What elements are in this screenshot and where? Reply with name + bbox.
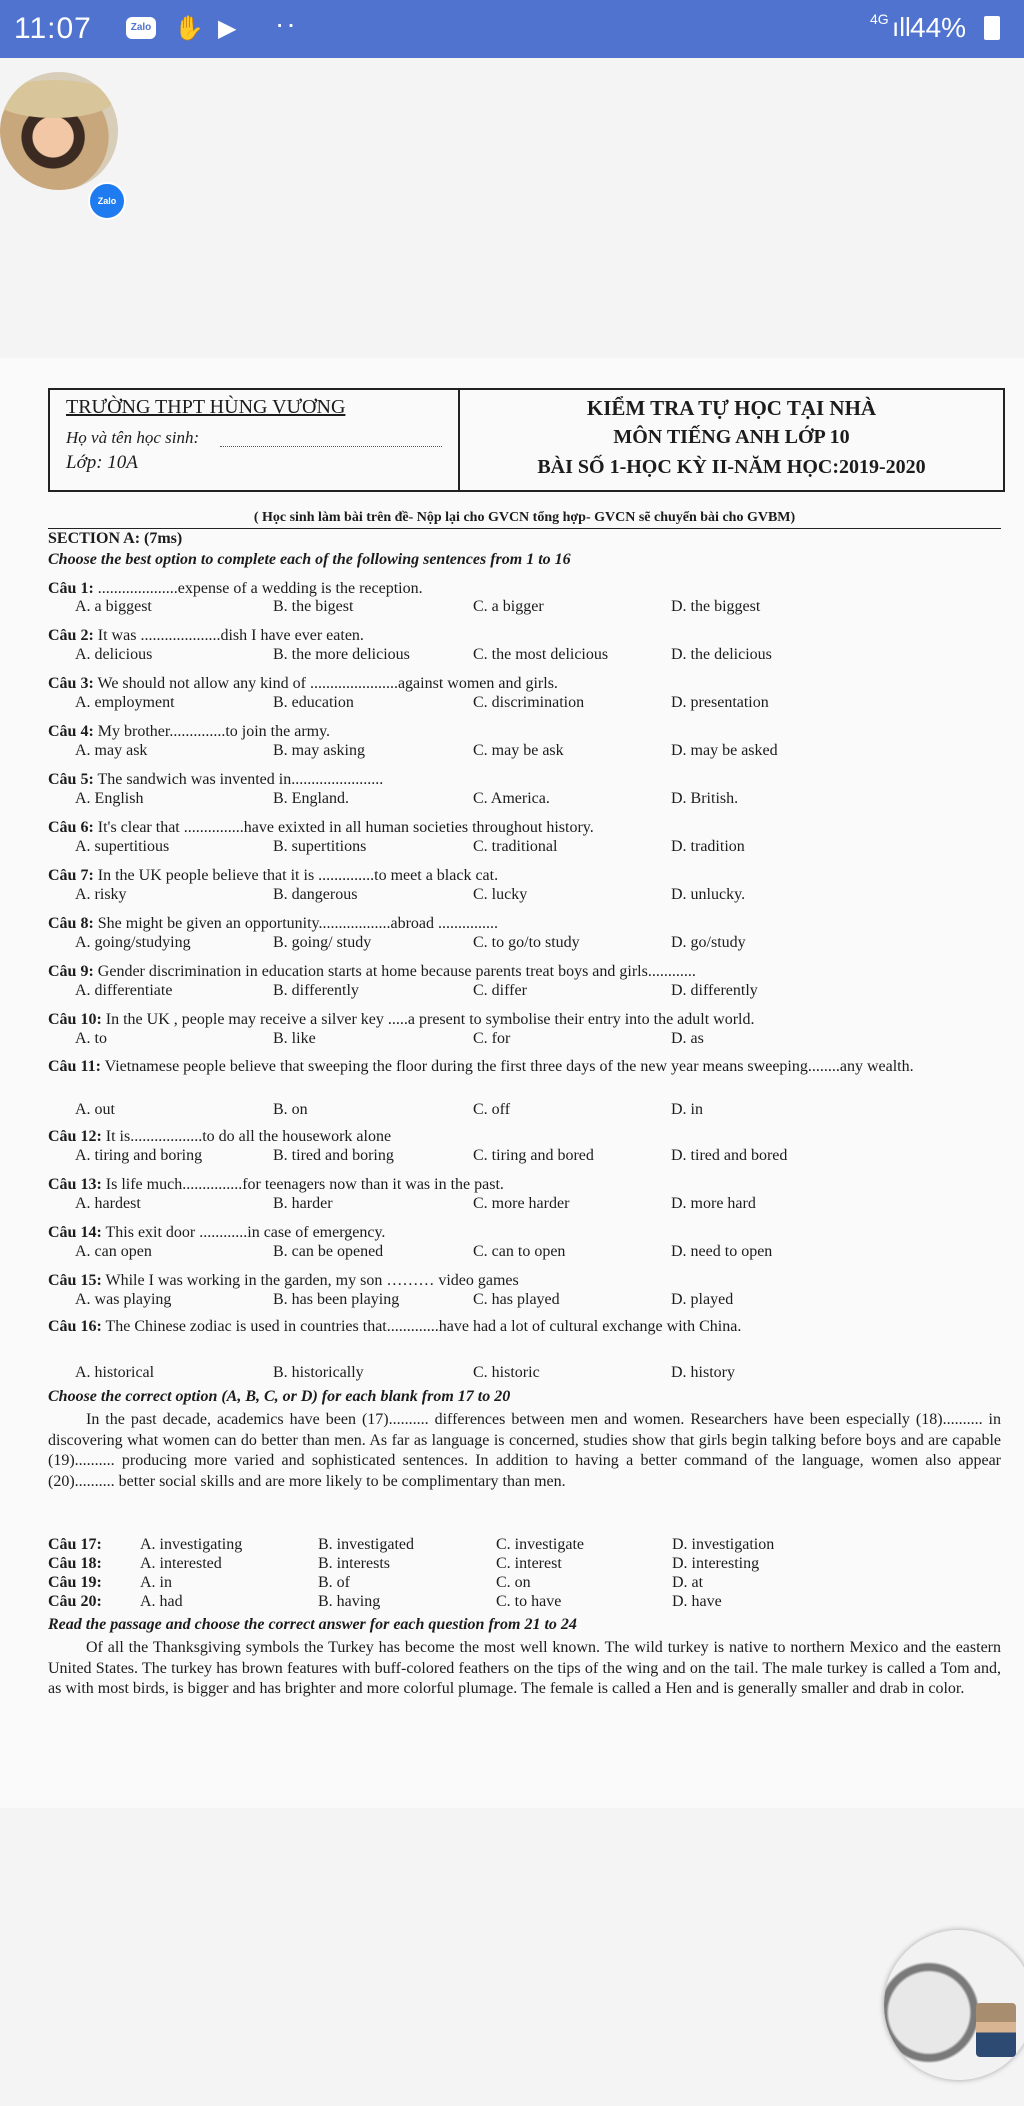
status-bar [0, 0, 1024, 58]
options: A. risky B. dangerous C. lucky D. unlucky. [75, 886, 746, 903]
options: A. English B. England. C. America. D. British. [75, 790, 739, 807]
options: A. differentiate B. differently C. differ D. differently [75, 982, 758, 999]
question: Câu 5: The sandwich was invented in....................... [48, 771, 384, 788]
section-title: SECTION A: (7ms) [48, 530, 183, 547]
question: Câu 1: ....................expense of a wedding is the reception. [48, 580, 423, 597]
reading-passage: Of all the Thanksgiving symbols the Turkey has become the most well known. The wild turkey is native to northern Mexico and the eastern United States. The turkey has brown features with buff-colored feathers on the tips of the wing and on the tail. The male turkey is called a Tom and, as with most birds, is bigger and has brighter and more colorful plumage. The female is called a Hen and is generally smaller and drab in color. [48, 1639, 1001, 1697]
question: Câu 3: We should not allow any kind of ......................against women and girls. [48, 675, 558, 692]
question: Câu 2: It was ....................dish I have ever eaten. [48, 627, 364, 644]
shield-hand-icon: ✋ [174, 15, 204, 42]
options: A. a biggest B. the bigest C. a bigger D. the biggest [75, 598, 761, 615]
instruction-3: Read the passage and choose the correct answer for each question from 21 to 24 [48, 1616, 577, 1633]
more-notifications-icon: ·· [275, 8, 298, 39]
question: Câu 6: It's clear that ...............have exixted in all human societies throughout history. [48, 819, 594, 836]
cloze-question: Câu 19: A. in B. of C. on D. at [48, 1574, 704, 1591]
chat-head-avatar[interactable] [976, 2003, 1016, 2057]
question: Câu 9: Gender discrimination in education starts at home because parents treat boys and girls............ [48, 963, 696, 980]
options: A. delicious B. the more delicious C. the most delicious D. the delicious [75, 646, 772, 663]
battery-percent: 44% [910, 12, 967, 43]
exam-document-image[interactable] [0, 358, 1024, 1808]
question: Câu 7: In the UK people believe that it is ..............to meet a black cat. [48, 867, 499, 884]
battery-icon [984, 16, 1000, 40]
question: Câu 8: She might be given an opportunity..................abroad ............... [48, 915, 499, 932]
question: Câu 13: Is life much...............for teenagers now than it was in the past. [48, 1176, 504, 1193]
options: A. to B. like C. for D. as [75, 1030, 704, 1047]
cloze-question: Câu 20: A. had B. having C. to have D. have [48, 1593, 722, 1610]
zalo-notification-icon: Zalo [126, 17, 156, 39]
submission-note: ( Học sinh làm bài trên đề- Nộp lại cho GVCN tổng hợp- GVCN sẽ chuyển bài cho GVBM) [48, 510, 1001, 529]
options: A. tiring and boring B. tired and boring C. tiring and bored D. tired and bored [75, 1147, 788, 1164]
play-store-icon: ▶ [218, 15, 237, 42]
options: A. can open B. can be opened C. can to open D. need to open [75, 1243, 773, 1260]
subject-title: MÔN TIẾNG ANH LỚP 10 [613, 426, 850, 448]
exam-title: KIỂM TRA TỰ HỌC TẠI NHÀ [586, 396, 877, 420]
class-label: Lớp: 10A [66, 452, 138, 473]
signal-icon: ıll [892, 12, 911, 42]
exam-header [48, 388, 1005, 492]
options: A. going/studying B. going/ study C. to go/to study D. go/study [75, 934, 746, 951]
question: Câu 15: While I was working in the garden, my son ……… video games [48, 1272, 519, 1289]
clock: 11:07 [14, 12, 92, 45]
options: A. hardest B. harder C. more harder D. more hard [75, 1195, 756, 1212]
options: A. employment B. education C. discrimination D. presentation [75, 694, 769, 711]
school-name: TRƯỜNG THPT HÙNG VƯƠNG [66, 396, 346, 418]
instruction-1: Choose the best option to complete each of the following sentences from 1 to 16 [48, 551, 571, 568]
question: Câu 16: The Chinese zodiac is used in countries that.............have had a lot of cultural exchange with China. [48, 1318, 742, 1335]
network-type: 4G [870, 11, 889, 27]
student-name-label: Họ và tên học sinh: [66, 428, 200, 447]
question: Câu 11: Vietnamese people believe that sweeping the floor during the first three days of the new year means sweeping........any wealth. [48, 1058, 914, 1075]
cloze-passage: In the past decade, academics have been (17).......... differences between men and women. Researchers have been especially (18).......... in discovering what women can do better than men. As far as language is concerned, studies show that girls begin talking before boys and are capable (19).......... producing more varied and sophisticated sentences. In addition to having a better command of the language, women also appear (20).......... better social skills and are more likely to be complimentary than men. [48, 1411, 1001, 1490]
options: A. supertitious B. supertitions C. traditional D. tradition [75, 838, 745, 855]
test-number: BÀI SỐ 1-HỌC KỲ II-NĂM HỌC:2019-2020 [537, 456, 926, 478]
options: A. historical B. historically C. historic D. history [75, 1364, 735, 1381]
zalo-badge-icon: Zalo [88, 182, 126, 220]
instruction-2: Choose the correct option (A, B, C, or D) for each blank from 17 to 20 [48, 1388, 511, 1405]
question: Câu 4: My brother..............to join the army. [48, 723, 331, 740]
options: A. may ask B. may asking C. may be ask D. may be asked [75, 742, 778, 759]
sender-avatar[interactable] [0, 72, 118, 190]
cloze-question: Câu 17: A. investigating B. investigated C. investigate D. investigation [48, 1536, 775, 1553]
options: A. out B. on C. off D. in [75, 1101, 703, 1118]
question: Câu 14: This exit door ............in case of emergency. [48, 1224, 386, 1241]
options: A. was playing B. has been playing C. has played D. played [75, 1291, 734, 1308]
question: Câu 12: It is..................to do all the housework alone [48, 1128, 392, 1145]
question: Câu 10: In the UK , people may receive a silver key .....a present to symbolise their entry into the adult world. [48, 1011, 755, 1028]
cloze-question: Câu 18: A. interested B. interests C. interest D. interesting [48, 1555, 760, 1572]
